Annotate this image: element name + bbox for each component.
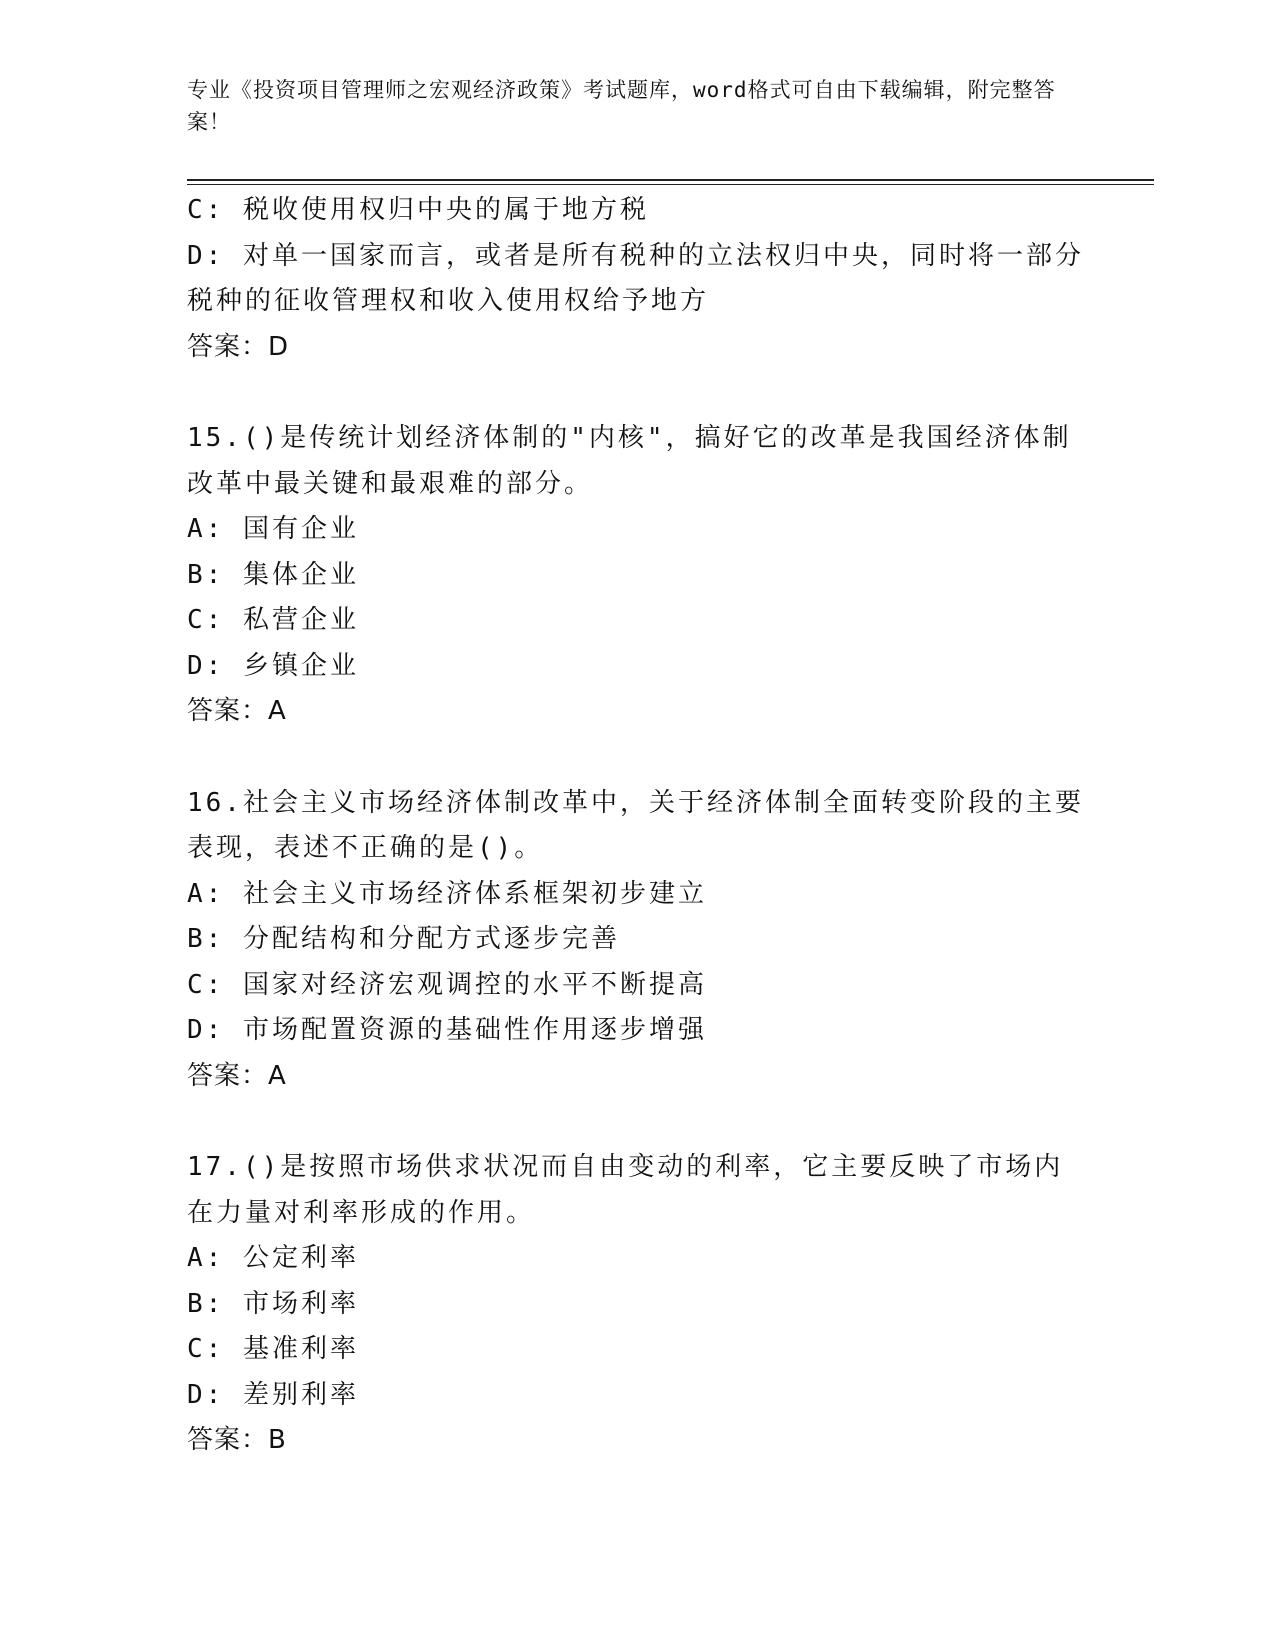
- option-text: 国家对经济宏观调控的水平不断提高: [242, 969, 707, 1000]
- option: [187, 188, 1087, 234]
- question-stem: 16.社会主义市场经济体制改革中，关于经济体制全面转变阶段的主要表现，表述不正确的是()。: [187, 787, 1084, 863]
- option: [187, 1282, 1087, 1328]
- option: [187, 963, 1087, 1009]
- option: [187, 917, 1087, 963]
- answer: 答案：B: [187, 1425, 287, 1455]
- option-label: B:: [187, 924, 225, 954]
- option-label: C:: [187, 605, 225, 635]
- option-label: D:: [187, 240, 225, 271]
- option-label: B:: [187, 1288, 225, 1319]
- option-label: D:: [187, 1015, 225, 1045]
- previous-question-tail: [187, 188, 1087, 370]
- document-body: [187, 188, 1087, 1464]
- option-text: 差别利率: [242, 1379, 359, 1410]
- option-text: 集体企业: [242, 559, 359, 590]
- answer: 答案：A: [187, 1060, 287, 1091]
- option-label: D:: [187, 650, 225, 681]
- question-15: [187, 416, 1087, 735]
- header-divider: [187, 179, 1154, 181]
- option: [187, 1236, 1087, 1282]
- option-label: A:: [187, 878, 225, 909]
- option-text: 市场配置资源的基础性作用逐步增强: [242, 1015, 707, 1045]
- option: [187, 598, 1087, 644]
- option-text: 税收使用权归中央的属于地方税: [242, 195, 649, 225]
- option-label: A:: [187, 514, 225, 544]
- option-label: C:: [187, 195, 225, 225]
- option: [187, 507, 1087, 553]
- header-text: 专业《投资项目管理师之宏观经济政策》考试题库，word格式可自由下载编辑，附完整答案！: [187, 78, 1056, 134]
- option: [187, 1008, 1087, 1054]
- option: [187, 553, 1087, 599]
- option-text: 基准利率: [242, 1334, 359, 1364]
- option-text: 分配结构和分配方式逐步完善: [242, 924, 620, 954]
- option: [187, 872, 1087, 918]
- option-text: 对单一国家而言，或者是所有税种的立法权归中央，同时将一部分税种的征收管理权和收入使用权给予地方: [187, 240, 1084, 316]
- option: [187, 1327, 1087, 1373]
- header-divider-thin: [187, 184, 1154, 185]
- answer: 答案：D: [187, 331, 290, 362]
- question-stem: 15.()是传统计划经济体制的"内核"，搞好它的改革是我国经济体制改革中最关键和最艰难的部分。: [187, 423, 1072, 499]
- option: [187, 234, 1087, 325]
- option-text: 公定利率: [242, 1243, 359, 1273]
- option-label: B:: [187, 559, 225, 590]
- option-label: C:: [187, 969, 225, 1000]
- answer: 答案：A: [187, 696, 287, 726]
- question-16: [187, 781, 1087, 1100]
- option-text: 市场利率: [242, 1288, 359, 1319]
- option: [187, 644, 1087, 690]
- option: [187, 1373, 1087, 1419]
- page-header: [187, 74, 1087, 138]
- option-label: D:: [187, 1379, 225, 1410]
- option-label: C:: [187, 1334, 225, 1364]
- question-17: [187, 1145, 1087, 1464]
- question-stem: 17.()是按照市场供求状况而自由变动的利率，它主要反映了市场内在力量对利率形成的作用。: [187, 1152, 1064, 1228]
- option-label: A:: [187, 1243, 225, 1273]
- option-text: 社会主义市场经济体系框架初步建立: [242, 878, 707, 909]
- option-text: 乡镇企业: [242, 650, 359, 681]
- option-text: 国有企业: [242, 514, 359, 544]
- option-text: 私营企业: [242, 605, 359, 635]
